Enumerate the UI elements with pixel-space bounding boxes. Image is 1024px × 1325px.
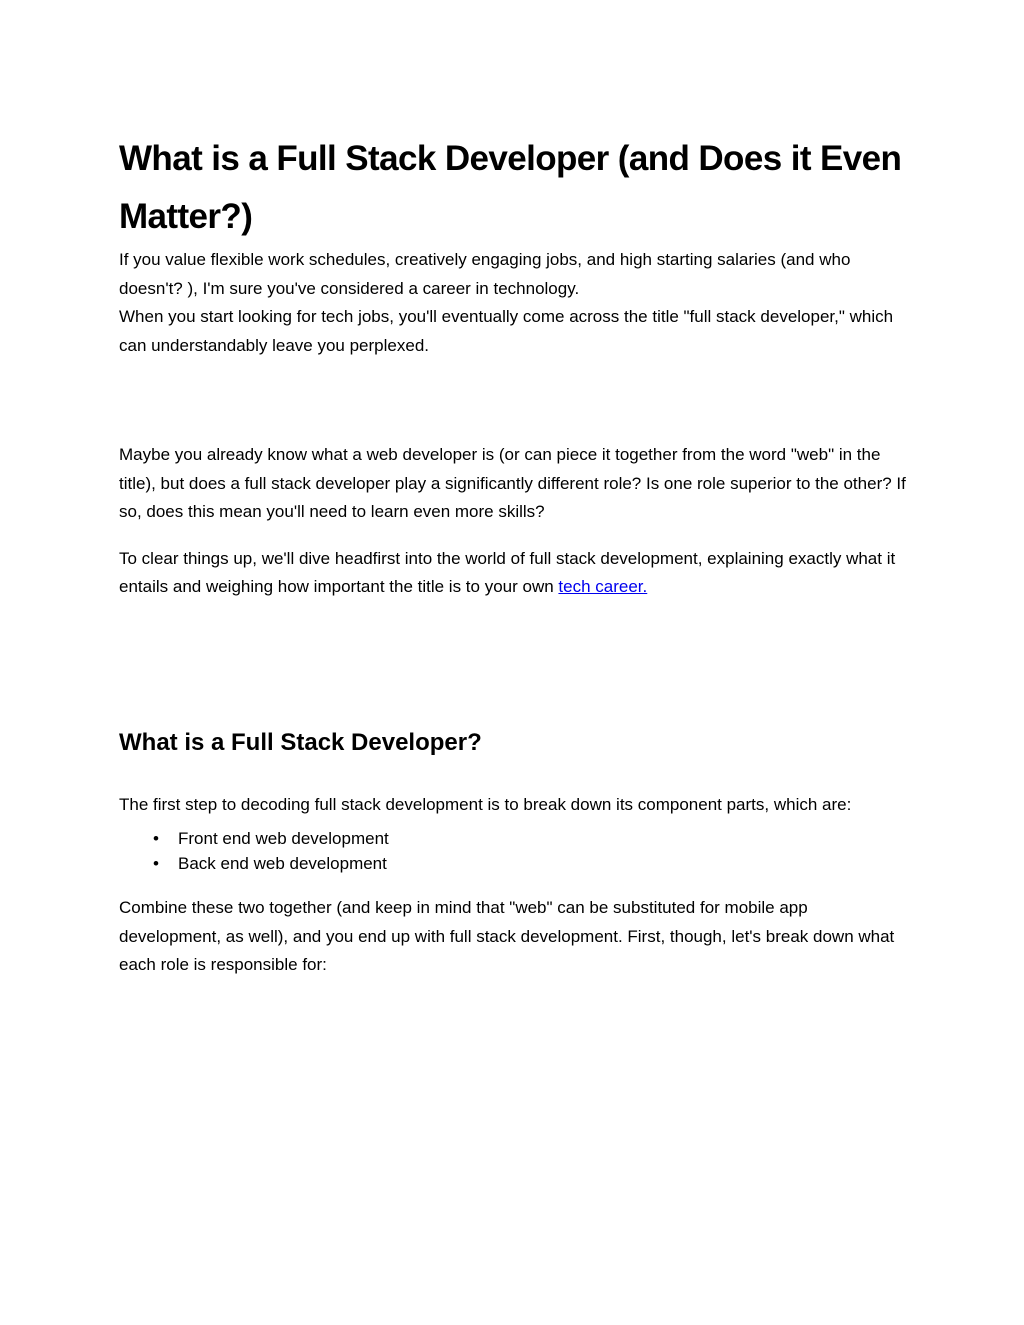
web-developer-paragraph: Maybe you already know what a web developer is (or can piece it together from the word "web" in the title), but does a full stack developer play a significantly different role? Is one role superior to the other? If so, does this mean you'll need to learn even more skills?: [119, 445, 906, 521]
section-heading: What is a Full Stack Developer?: [119, 728, 482, 756]
combine-paragraph: Combine these two together (and keep in mind that "web" can be substituted for mobile app development, as well), and you end up with full stack development. First, though, let's break down what each role is responsible for:: [119, 898, 895, 974]
clear-things-up-paragraph: [119, 545, 909, 602]
list-item-label: Front end web development: [178, 829, 389, 848]
bullet-icon: •: [153, 829, 159, 848]
page-title: What is a Full Stack Developer (and Does it Even Matter?): [119, 139, 902, 236]
intro-paragraph: [119, 246, 909, 360]
list-item: [119, 851, 909, 876]
paragraph-text: To clear things up, we'll dive headfirst into the world of full stack development, explaining exactly what it entails and weighing how important the title is to your own: [119, 548, 896, 596]
tech-career-link[interactable]: tech career.: [558, 577, 648, 596]
list-item-label: Back end web development: [178, 854, 387, 873]
component-parts-paragraph: The first step to decoding full stack development is to break down its component parts, which are:: [119, 794, 852, 814]
bullet-icon: •: [153, 854, 159, 873]
document-page: [119, 130, 909, 980]
intro-line-2: When you start looking for tech jobs, you'll eventually come across the title "full stack developer," which can understandably leave you perplexed.: [119, 307, 894, 355]
component-list: [119, 826, 909, 876]
list-item: [119, 826, 909, 851]
intro-line-1: If you value flexible work schedules, creatively engaging jobs, and high starting salaries (and who doesn't? ), I'm sure you've considered a career in technology.: [119, 250, 851, 298]
